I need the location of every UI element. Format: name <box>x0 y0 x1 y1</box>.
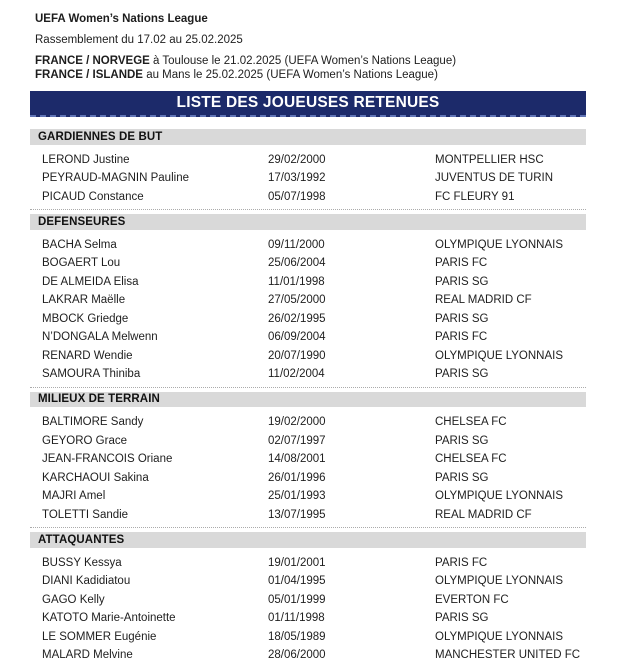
player-club: JUVENTUS DE TURIN <box>435 172 553 184</box>
squad-sections <box>30 129 586 668</box>
player-row <box>30 365 586 384</box>
player-birthdate: 11/02/2004 <box>268 368 325 380</box>
player-club: OLYMPIQUE LYONNAIS <box>435 349 564 362</box>
player-rows <box>30 145 586 211</box>
player-row <box>30 236 586 255</box>
player-club: PARIS FC <box>435 556 488 569</box>
player-name: KARCHAOUI Sakina <box>42 471 149 484</box>
player-name: GAGO Kelly <box>42 593 105 606</box>
player-name: BALTIMORE Sandy <box>42 416 144 428</box>
player-rows <box>30 230 586 388</box>
document-header <box>0 0 630 82</box>
player-name: TOLETTI Sandie <box>42 508 129 521</box>
section-header: GARDIENNES DE BUT <box>30 129 586 145</box>
player-birthdate: 20/07/1990 <box>268 349 326 362</box>
section-forwards <box>30 532 586 668</box>
player-row <box>30 487 586 506</box>
competition-title: UEFA Women’s Nations League <box>35 13 208 25</box>
player-club: MANCHESTER UNITED FC <box>435 649 581 661</box>
player-row <box>30 328 586 347</box>
player-birthdate: 11/01/1998 <box>268 275 325 288</box>
player-row <box>30 169 586 188</box>
player-club: FC FLEURY 91 <box>435 190 515 203</box>
player-row <box>30 572 586 591</box>
player-club: EVERTON FC <box>435 593 509 606</box>
match-teams: FRANCE / NORVEGE <box>35 55 150 67</box>
player-club: PARIS FC <box>435 331 488 343</box>
match-line-islande <box>35 69 630 83</box>
player-name: LE SOMMER Eugénie <box>42 630 157 643</box>
player-club: PARIS SG <box>435 368 489 380</box>
player-birthdate: 01/04/1995 <box>268 575 326 587</box>
player-birthdate: 17/03/1992 <box>268 172 326 184</box>
player-row <box>30 609 586 628</box>
player-birthdate: 01/11/1998 <box>268 612 325 624</box>
match-line-norvege <box>35 55 630 69</box>
player-birthdate: 26/01/1996 <box>268 471 326 484</box>
player-birthdate: 25/01/1993 <box>268 490 326 502</box>
player-row <box>30 591 586 610</box>
player-name: SAMOURA Thiniba <box>42 368 141 380</box>
player-rows <box>30 407 586 528</box>
banner-title: LISTE DES JOUEUSES RETENUES <box>176 94 440 111</box>
player-birthdate: 26/02/1995 <box>268 312 326 325</box>
player-name: BACHA Selma <box>42 238 117 251</box>
player-birthdate: 29/02/2000 <box>268 153 326 166</box>
player-name: RENARD Wendie <box>42 349 133 362</box>
section-header: MILIEUX DE TERRAIN <box>30 392 586 408</box>
player-club: PARIS SG <box>435 312 489 325</box>
player-row <box>30 310 586 329</box>
player-club: PARIS SG <box>435 275 489 288</box>
player-birthdate: 18/05/1989 <box>268 630 326 643</box>
player-row <box>30 151 586 170</box>
player-row <box>30 506 586 525</box>
section-defenders <box>30 214 586 388</box>
player-row <box>30 450 586 469</box>
player-name: PICAUD Constance <box>42 190 144 203</box>
player-birthdate: 05/01/1999 <box>268 593 326 606</box>
player-name: BUSSY Kessya <box>42 556 122 569</box>
player-row <box>30 469 586 488</box>
player-club: OLYMPIQUE LYONNAIS <box>435 630 564 643</box>
player-birthdate: 25/06/2004 <box>268 257 326 269</box>
player-name: GEYORO Grace <box>42 434 127 447</box>
player-club: OLYMPIQUE LYONNAIS <box>435 490 564 502</box>
player-club: PARIS SG <box>435 612 489 624</box>
player-name: LEROND Justine <box>42 153 130 166</box>
player-row <box>30 188 586 207</box>
player-row <box>30 291 586 310</box>
player-birthdate: 13/07/1995 <box>268 508 326 521</box>
player-name: PEYRAUD-MAGNIN Pauline <box>42 172 189 184</box>
player-row <box>30 646 586 665</box>
player-club: PARIS SG <box>435 471 489 484</box>
player-name: MALARD Melvine <box>42 649 133 661</box>
player-name: BOGAERT Lou <box>42 257 121 269</box>
player-club: CHELSEA FC <box>435 416 507 428</box>
player-name: MBOCK Griedge <box>42 312 129 325</box>
player-club: CHELSEA FC <box>435 453 507 465</box>
section-midfielders <box>30 392 586 529</box>
player-row <box>30 432 586 451</box>
player-club: OLYMPIQUE LYONNAIS <box>435 575 564 587</box>
player-birthdate: 19/01/2001 <box>268 556 326 569</box>
player-club: REAL MADRID CF <box>435 294 532 306</box>
player-club: OLYMPIQUE LYONNAIS <box>435 238 564 251</box>
match-teams: FRANCE / ISLANDE <box>35 68 143 81</box>
player-row <box>30 347 586 366</box>
section-header: DEFENSEURES <box>30 214 586 230</box>
match-details: au Mans le 25.02.2025 (UEFA Women’s Nations League) <box>146 68 438 81</box>
player-row <box>30 628 586 647</box>
list-title-banner <box>30 91 586 117</box>
player-club: MONTPELLIER HSC <box>435 153 544 166</box>
section-goalkeepers <box>30 129 586 210</box>
player-birthdate: 05/07/1998 <box>268 190 326 203</box>
player-birthdate: 19/02/2000 <box>268 416 326 428</box>
player-birthdate: 14/08/2001 <box>268 453 326 465</box>
player-club: PARIS FC <box>435 257 488 269</box>
player-birthdate: 28/06/2000 <box>268 649 326 661</box>
player-club: PARIS SG <box>435 434 489 447</box>
player-birthdate: 27/05/2000 <box>268 294 326 306</box>
player-birthdate: 06/09/2004 <box>268 331 326 343</box>
player-row <box>30 554 586 573</box>
player-rows <box>30 548 586 668</box>
player-name: LAKRAR Maëlle <box>42 294 126 306</box>
player-row <box>30 273 586 292</box>
player-name: MAJRI Amel <box>42 490 106 502</box>
player-birthdate: 02/07/1997 <box>268 434 326 447</box>
player-row <box>30 254 586 273</box>
player-name: DE ALMEIDA Elisa <box>42 275 139 288</box>
player-birthdate: 09/11/2000 <box>268 238 325 251</box>
camp-dates: Rassemblement du 17.02 au 25.02.2025 <box>35 34 243 46</box>
match-list <box>35 55 630 82</box>
player-name: DIANI Kadidiatou <box>42 575 131 587</box>
player-club: REAL MADRID CF <box>435 508 532 521</box>
section-header: ATTAQUANTES <box>30 532 586 548</box>
player-row <box>30 413 586 432</box>
match-details: à Toulouse le 21.02.2025 (UEFA Women’s Nations League) <box>153 55 457 67</box>
player-name: N’DONGALA Melwenn <box>42 331 158 343</box>
player-name: JEAN-FRANCOIS Oriane <box>42 453 173 465</box>
player-name: KATOTO Marie-Antoinette <box>42 612 176 624</box>
